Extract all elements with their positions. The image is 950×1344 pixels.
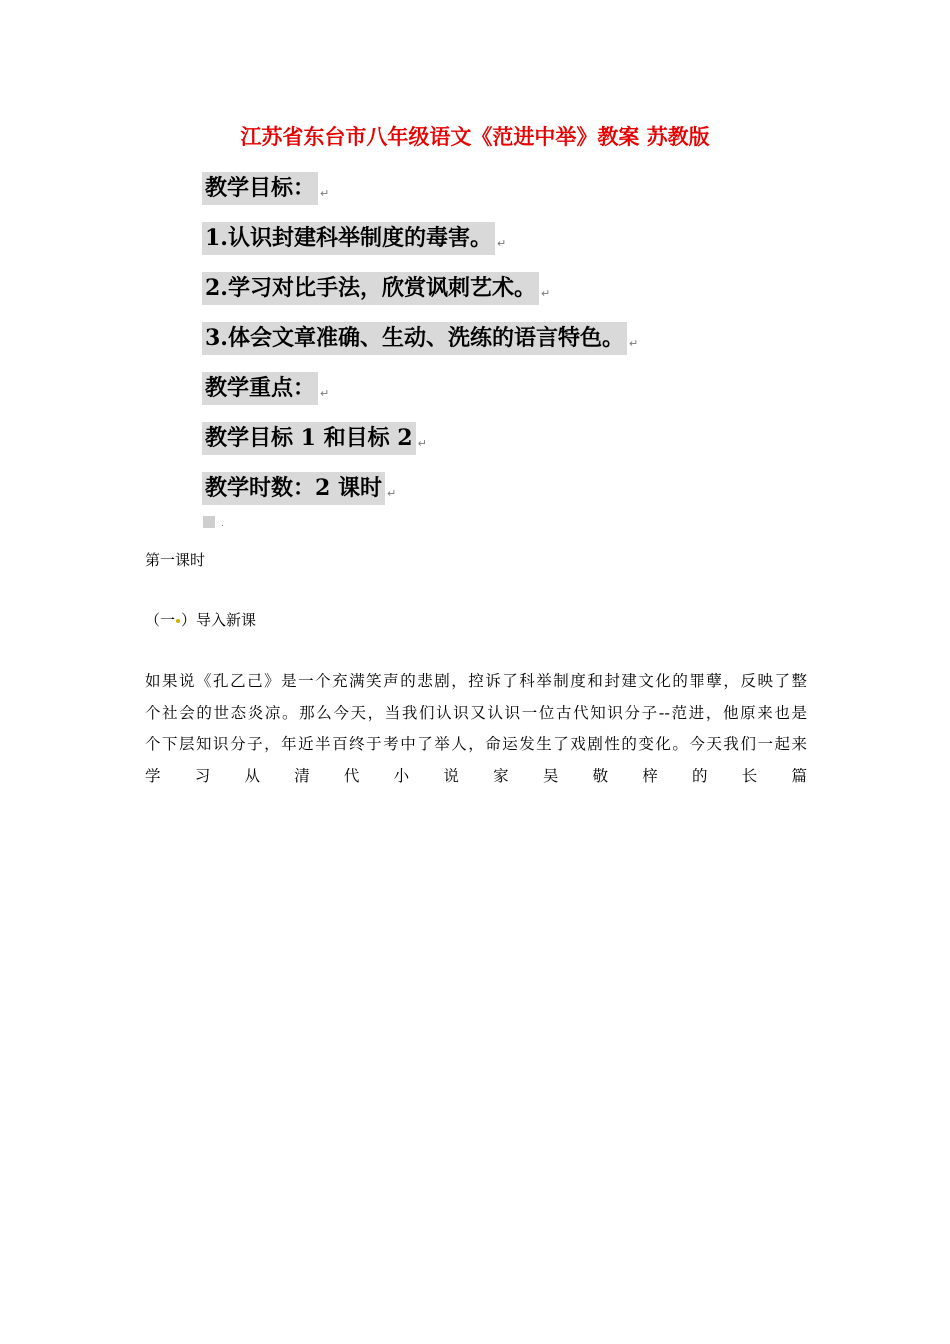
objective-line [202, 413, 762, 463]
objective-line [202, 263, 762, 313]
objective-line [202, 363, 762, 413]
objective-line [202, 463, 762, 513]
objectives-block [202, 163, 762, 513]
class-hours-text: 教学时数：2 课时 [202, 472, 385, 505]
objective-item-1: 1.认识封建科举制度的毒害。 [202, 222, 495, 255]
objective-line [202, 163, 762, 213]
highlight-dot-icon [176, 619, 180, 623]
objectives-heading: 教学目标： [202, 172, 318, 205]
intro-paragraph [145, 666, 807, 792]
objective-line [202, 213, 762, 263]
return-mark-icon: ↵ [386, 486, 397, 500]
paragraph-line: 个社会的世态炎凉。那么今天，当我们认识又认识一位古代知识分子--范进，他原来也是 [145, 703, 807, 722]
key-points-heading: 教学重点： [202, 372, 318, 405]
document-title [0, 121, 950, 151]
key-points-text: 教学目标 1 和目标 2 [202, 422, 416, 455]
return-mark-icon: ↵ [320, 386, 330, 400]
document-title-text: 江苏省东台市八年级语文《范进中举》教案 苏教版 [240, 125, 710, 149]
return-mark-icon: ↵ [496, 236, 507, 250]
section-heading: 第一课时 [145, 551, 206, 569]
objective-line [202, 313, 762, 363]
objective-item-3: 3.体会文章准确、生动、洗练的语言特色。 [202, 322, 627, 355]
return-mark-icon: ↵ [417, 436, 427, 450]
return-mark-icon: ↵ [628, 336, 639, 350]
paragraph-line: 个下层知识分子，年近半百终于考中了举人，命运发生了戏剧性的变化。今天我们一起来 [145, 735, 807, 753]
subsection-heading [145, 605, 807, 636]
paragraph-line: 学 习 从 清 代 小 说 家 吴 敬 梓 的 长 篇 [145, 766, 807, 785]
subsection-heading-part-a: （一 [145, 611, 176, 629]
paragraph-line: 如果说《孔乙己》是一个充满笑声的悲剧，控诉了科举制度和封建文化的罪孽，反映了整 [145, 672, 807, 690]
small-dot-mark: . [221, 519, 224, 529]
return-mark-icon: ↵ [540, 286, 551, 300]
placeholder-box [203, 516, 215, 528]
subsection-heading-part-b: ）导入新课 [181, 611, 257, 629]
return-mark-icon: ↵ [320, 186, 330, 200]
objective-item-2: 2.学习对比手法，欣赏讽刺艺术。 [202, 272, 539, 305]
